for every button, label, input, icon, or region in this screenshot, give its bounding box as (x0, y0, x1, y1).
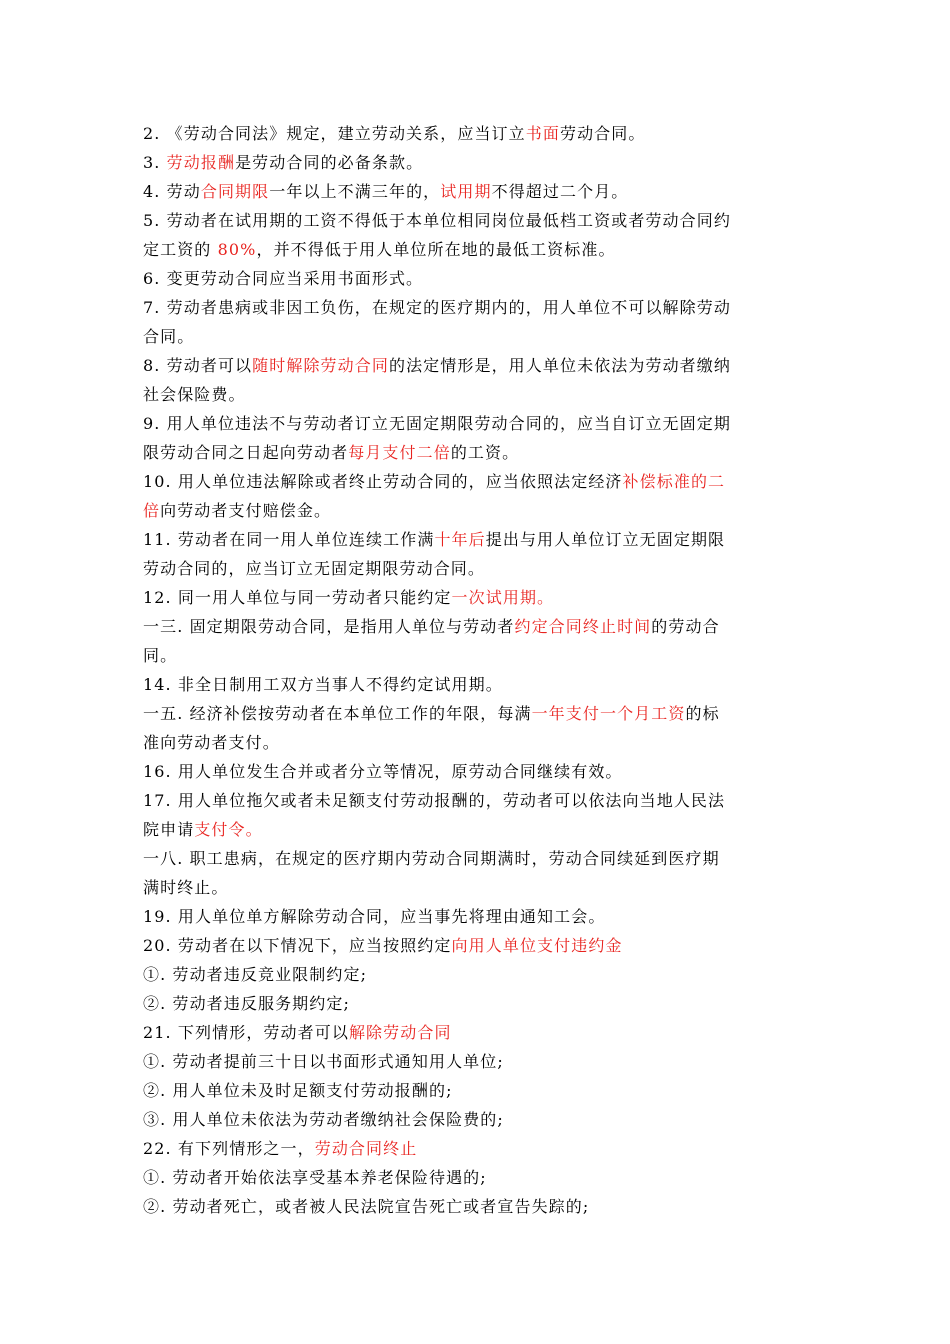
body-text: 16. 用人单位发生合并或者分立等情况，原劳动合同继续有效。 (143, 762, 623, 781)
text-line (143, 1018, 813, 1047)
text-line (143, 351, 813, 380)
text-line (143, 206, 813, 235)
text-line (143, 1134, 813, 1163)
highlighted-text: 解除劳动合同 (348, 1023, 452, 1042)
body-text: ②. 劳动者死亡，或者被人民法院宣告死亡或者宣告失踪的; (143, 1197, 590, 1216)
body-text: 的劳动合 (651, 617, 720, 636)
text-line (143, 1105, 813, 1134)
text-line (143, 1163, 813, 1192)
text-line (143, 554, 813, 583)
body-text: 21. 下列情形，劳动者可以 (143, 1023, 349, 1042)
text-line (143, 235, 813, 264)
body-text: 院申请 (143, 820, 195, 839)
text-line (143, 844, 813, 873)
highlighted-text: 合同期限 (200, 182, 270, 201)
text-line (143, 873, 813, 902)
text-line (143, 989, 813, 1018)
highlighted-text: 80% (217, 240, 257, 259)
text-line (143, 119, 813, 148)
highlighted-text: 试用期 (440, 182, 492, 201)
text-line (143, 728, 813, 757)
body-text: 社会保险费。 (143, 385, 246, 404)
body-text: 向劳动者支付赔偿金。 (160, 501, 332, 520)
highlighted-text: 一次试用期。 (451, 588, 555, 607)
text-line (143, 438, 813, 467)
text-line (143, 525, 813, 554)
text-line (143, 786, 813, 815)
body-text: 10. 用人单位违法解除或者终止劳动合同的，应当依照法定经济 (143, 472, 623, 491)
highlighted-text: 补偿标准的二 (622, 472, 726, 491)
highlighted-text: 十年后 (434, 530, 486, 549)
body-text: 5. 劳动者在试用期的工资不得低于本单位相同岗位最低档工资或者劳动合同约 (143, 211, 731, 230)
text-line (143, 583, 813, 612)
body-text: 提出与用人单位订立无固定期限 (485, 530, 726, 549)
body-text: ，并不得低于用人单位所在地的最低工资标准。 (256, 240, 616, 259)
highlighted-text: 支付令。 (194, 820, 263, 839)
text-line (143, 293, 813, 322)
body-text: 一八. 职工患病，在规定的医疗期内劳动合同期满时，劳动合同续延到医疗期 (143, 849, 720, 868)
body-text: 9. 用人单位违法不与劳动者订立无固定期限劳动合同的，应当自订立无固定期 (143, 414, 731, 433)
body-text: 是劳动合同的必备条款。 (235, 153, 424, 172)
text-line (143, 322, 813, 351)
body-text: 合同。 (143, 327, 195, 346)
body-text: 19. 用人单位单方解除劳动合同，应当事先将理由通知工会。 (143, 907, 606, 926)
body-text: 3. (143, 153, 167, 172)
body-text: ①. 劳动者提前三十日以书面形式通知用人单位; (143, 1052, 504, 1071)
text-line (143, 641, 813, 670)
text-line (143, 902, 813, 931)
text-line (143, 757, 813, 786)
text-line (143, 960, 813, 989)
text-line (143, 264, 813, 293)
body-text: 劳动合同的，应当订立无固定期限劳动合同。 (143, 559, 486, 578)
body-text: ①. 劳动者开始依法享受基本养老保险待遇的; (143, 1168, 487, 1187)
body-text: 同。 (143, 646, 178, 665)
body-text: 17. 用人单位拖欠或者未足额支付劳动报酬的，劳动者可以依法向当地人民法 (143, 791, 726, 810)
body-text: 一三. 固定期限劳动合同，是指用人单位与劳动者 (143, 617, 515, 636)
highlighted-text: 随时解除劳动合同 (252, 356, 389, 375)
text-line (143, 467, 813, 496)
body-text: 14. 非全日制用工双方当事人不得约定试用期。 (143, 675, 503, 694)
text-line (143, 1047, 813, 1076)
body-text: 20. 劳动者在以下情况下，应当按照约定 (143, 936, 452, 955)
highlighted-text: 一年支付一个月工资 (531, 704, 686, 723)
highlighted-text: 每月支付二倍 (348, 443, 451, 462)
text-line (143, 380, 813, 409)
body-text: 12. 同一用人单位与同一劳动者只能约定 (143, 588, 452, 607)
text-line (143, 496, 813, 525)
body-text: 11. 劳动者在同一用人单位连续工作满 (143, 530, 435, 549)
highlighted-text: 劳动合同终止 (314, 1139, 418, 1158)
highlighted-text: 约定合同终止时间 (514, 617, 652, 636)
text-line (143, 1192, 813, 1221)
body-text: 8. 劳动者可以 (143, 356, 253, 375)
body-text: ①. 劳动者违反竞业限制约定; (143, 965, 368, 984)
body-text: 准向劳动者支付。 (143, 733, 280, 752)
body-text: 7. 劳动者患病或非因工负伤，在规定的医疗期内的，用人单位不可以解除劳动 (143, 298, 731, 317)
body-text: 满时终止。 (143, 878, 229, 897)
body-text: 劳动合同。 (559, 124, 646, 143)
body-text: 限劳动合同之日起向劳动者 (143, 443, 349, 462)
highlighted-text: 倍 (143, 501, 161, 520)
body-text: 2. 《劳动合同法》规定，建立劳动关系，应当订立 (143, 124, 526, 143)
body-text: 6. 变更劳动合同应当采用书面形式。 (143, 269, 424, 288)
highlighted-text: 书面 (525, 124, 560, 143)
body-text: 4. 劳动 (143, 182, 201, 201)
body-text: ②. 劳动者违反服务期约定; (143, 994, 350, 1013)
body-text: 的标 (685, 704, 720, 723)
text-line (143, 931, 813, 960)
text-line (143, 148, 813, 177)
body-text: 的法定情形是，用人单位未依法为劳动者缴纳 (388, 356, 731, 375)
body-text: 22. 有下列情形之一， (143, 1139, 315, 1158)
text-line (143, 409, 813, 438)
body-text: 定工资的 (143, 240, 218, 259)
text-line (143, 815, 813, 844)
text-line (143, 670, 813, 699)
body-text: 的工资。 (450, 443, 520, 462)
highlighted-text: 劳动报酬 (166, 153, 236, 172)
body-text: 一年以上不满三年的， (269, 182, 441, 201)
text-line (143, 1076, 813, 1105)
body-text: ③. 用人单位未依法为劳动者缴纳社会保险费的; (143, 1110, 504, 1129)
body-text: 一五. 经济补偿按劳动者在本单位工作的年限，每满 (143, 704, 532, 723)
text-line (143, 177, 813, 206)
text-line (143, 699, 813, 728)
document-page (143, 119, 813, 1221)
body-text: 不得超过二个月。 (491, 182, 629, 201)
highlighted-text: 向用人单位支付违约金 (451, 936, 623, 955)
text-line (143, 612, 813, 641)
body-text: ②. 用人单位未及时足额支付劳动报酬的; (143, 1081, 453, 1100)
